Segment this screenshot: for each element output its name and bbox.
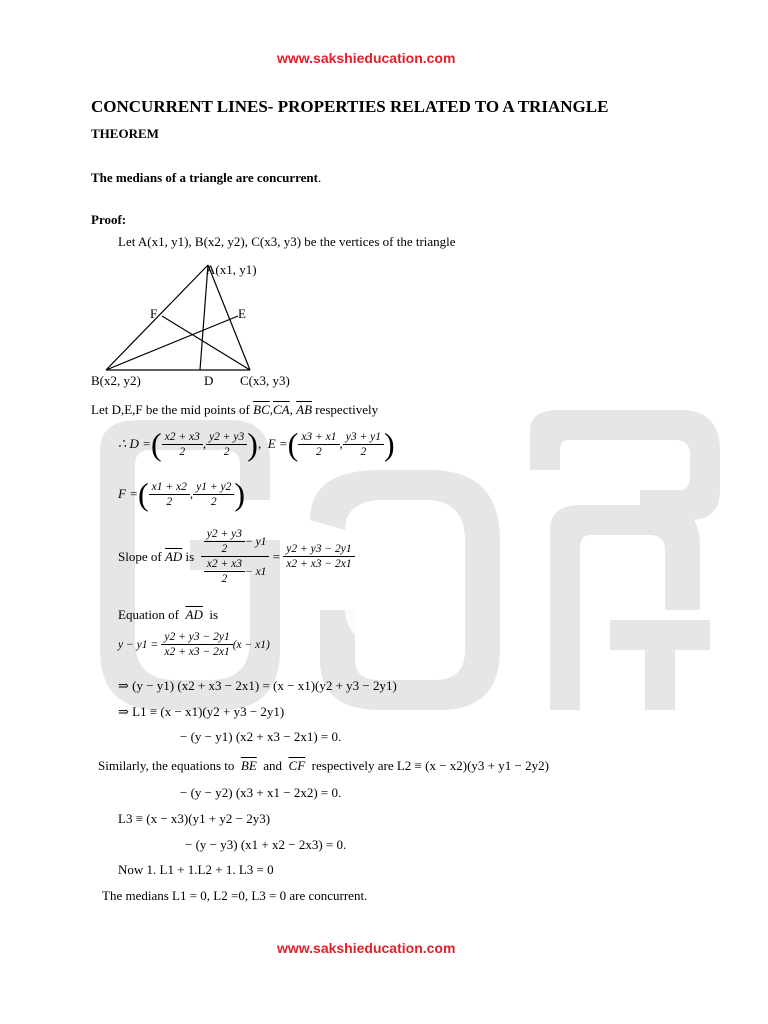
midpoints-prefix: Let D,E,F be the mid points of (91, 402, 250, 417)
proof-intro: Let A(x1, y1), B(x2, y2), C(x3, y3) be the vertices of the triangle (118, 234, 456, 249)
equation-ad-formula (118, 630, 270, 659)
midpoints-statement: Let D,E,F be the mid points of $\overline{BC},\overline{CA}$, $\overline{AB}$ respectively (91, 402, 379, 417)
sum-line: Now 1. L1 + 1.L2 + 1. L3 = 0 (118, 862, 274, 877)
slope-bottom-minus: − x1 (244, 565, 267, 578)
vertex-a-label: A(x1, y1) (206, 262, 257, 277)
fraction (283, 542, 354, 571)
midpoint-de-equation: ∴ D = ( $\frac{x2 + x3}{2}$ , $\frac{y2 + y3}{2}$ ) , E = ( $\frac{x3 + x1}{2}$ , $\frac{y3 + y1}{2}$ ) (118, 426, 395, 462)
similarly-suffix: respectively are L2 ≡ (x − x2)(y3 + y1 − 2y2) (311, 758, 549, 773)
slope-top-minus: − y1 (244, 535, 267, 548)
fraction (298, 430, 339, 459)
paren-open: ( (137, 476, 149, 512)
theorem-statement (91, 170, 321, 186)
theorem-statement-text: The medians of a triangle are concurrent (91, 170, 318, 185)
midpoint-f-equation: F = ( $\frac{x1 + x2}{2}$ , $\frac{y1 + y2}{2}$ ) (118, 476, 245, 512)
theorem-period: . (318, 170, 322, 185)
fraction (193, 480, 234, 509)
fraction-den: 2 (210, 495, 217, 508)
slope-equals: = (272, 548, 281, 564)
paren-close: ) (247, 426, 258, 462)
equation-lhs: y − y1 = (118, 638, 159, 651)
fraction-den: 2 (179, 445, 186, 458)
fraction (149, 480, 190, 509)
complex-fraction-bottom (201, 557, 270, 586)
median-be (106, 316, 238, 370)
fraction-num: y2 + y3 (204, 527, 245, 542)
complex-fraction (201, 527, 270, 586)
similarly-prefix: Similarly, the equations to (98, 758, 235, 773)
footer-url[interactable]: www.sakshieducation.com (277, 940, 456, 956)
midpoints-suffix: respectively (315, 402, 379, 417)
midpoint-d-label: D (204, 373, 214, 388)
fraction-den: 2 (166, 495, 173, 508)
vertex-c-label: C(x3, y3) (240, 373, 290, 388)
equation-ad-heading (118, 607, 218, 623)
segment-ab: $\overline{AB}$ (296, 402, 313, 417)
fraction-num: x2 + x3 (204, 557, 245, 572)
segment-cf: $\overline{CF}$ (288, 758, 306, 773)
median-cf (162, 316, 250, 370)
slope-ad-equation (118, 527, 355, 586)
fraction-den: x2 + x3 − 2x1 (286, 558, 352, 570)
fraction-den: 2 (223, 445, 230, 458)
theorem-label: THEOREM (91, 126, 159, 141)
median-ad (200, 265, 208, 370)
step-line-l3-cont: − (y − y3) (x1 + x2 − 2x3) = 0. (185, 837, 347, 852)
paren-open: ( (150, 426, 162, 462)
midpoint-e-label: E (238, 306, 246, 321)
fraction-den: x2 + x3 − 2x1 (164, 646, 230, 658)
fraction-num: x1 + x2 (149, 480, 190, 495)
fraction-den: 2 (316, 445, 322, 458)
fraction (343, 430, 384, 459)
fraction-den: 2 (221, 573, 228, 585)
header-url[interactable]: www.sakshieducation.com (277, 50, 456, 66)
equation-rhs: (x − x1) (232, 638, 270, 651)
fraction-num: y3 + y1 (343, 430, 384, 445)
fraction-num: y2 + y3 (206, 430, 247, 445)
fraction-den: 2 (221, 543, 228, 555)
vertex-b-label: B(x2, y2) (91, 373, 141, 388)
fraction (161, 630, 232, 659)
midpoint-f-label: F (150, 306, 158, 321)
f-lhs: F = (118, 486, 138, 501)
e-lhs: E = (267, 436, 288, 451)
fraction-num: y2 + y3 − 2y1 (161, 630, 232, 645)
paren-close: ) (234, 476, 245, 512)
fraction-num: y2 + y3 − 2y1 (283, 542, 354, 557)
page-title: CONCURRENT LINES- PROPERTIES RELATED TO A TRIANGLE (91, 97, 609, 116)
segment-be: $\overline{BE}$ (240, 758, 257, 773)
segment-ca: $\overline{CA}$ (273, 402, 290, 417)
fraction (204, 527, 245, 556)
paren-close: ) (384, 426, 395, 462)
fraction-den: 2 (360, 445, 367, 458)
step-line-l1: ⇒ L1 ≡ (x − x1)(y2 + y3 − 2y1) (118, 704, 285, 719)
complex-fraction-top (201, 527, 270, 557)
and-word: and (263, 758, 283, 773)
fraction-num: x3 + x1 (298, 430, 339, 445)
fraction (162, 430, 203, 459)
equation-label: Equation of (118, 607, 180, 622)
paren-open: ( (287, 426, 299, 462)
fraction-num: y1 + y2 (193, 480, 234, 495)
segment-ad: $\overline{AD}$ (185, 607, 203, 622)
proof-label: Proof: (91, 212, 127, 227)
d-lhs: ∴ D = (118, 436, 151, 451)
fraction-num: x2 + x3 (162, 430, 203, 445)
step-line-l2-cont: − (y − y2) (x3 + x1 − 2x2) = 0. (180, 785, 342, 800)
step-line-1: ⇒ (y − y1) (x2 + x3 − 2x1) = (x − x1)(y2 + y3 − 2y1) (118, 678, 397, 693)
step-line-l3: L3 ≡ (x − x3)(y1 + y2 − 2y3) (118, 811, 271, 826)
segment-ad: $\overline{AD}$ (164, 548, 183, 564)
step-line-l1-cont: − (y − y1) (x2 + x3 − 2x1) = 0. (180, 729, 342, 744)
slope-label: Slope of (118, 548, 162, 564)
segment-bc: $\overline{BC}$ (253, 402, 270, 417)
fraction (206, 430, 247, 459)
conclusion-line: The medians L1 = 0, L2 =0, L3 = 0 are concurrent. (102, 888, 368, 903)
similarly-line (98, 758, 549, 774)
fraction (204, 557, 245, 586)
equation-is: is (209, 607, 219, 622)
slope-is: is (185, 548, 195, 564)
